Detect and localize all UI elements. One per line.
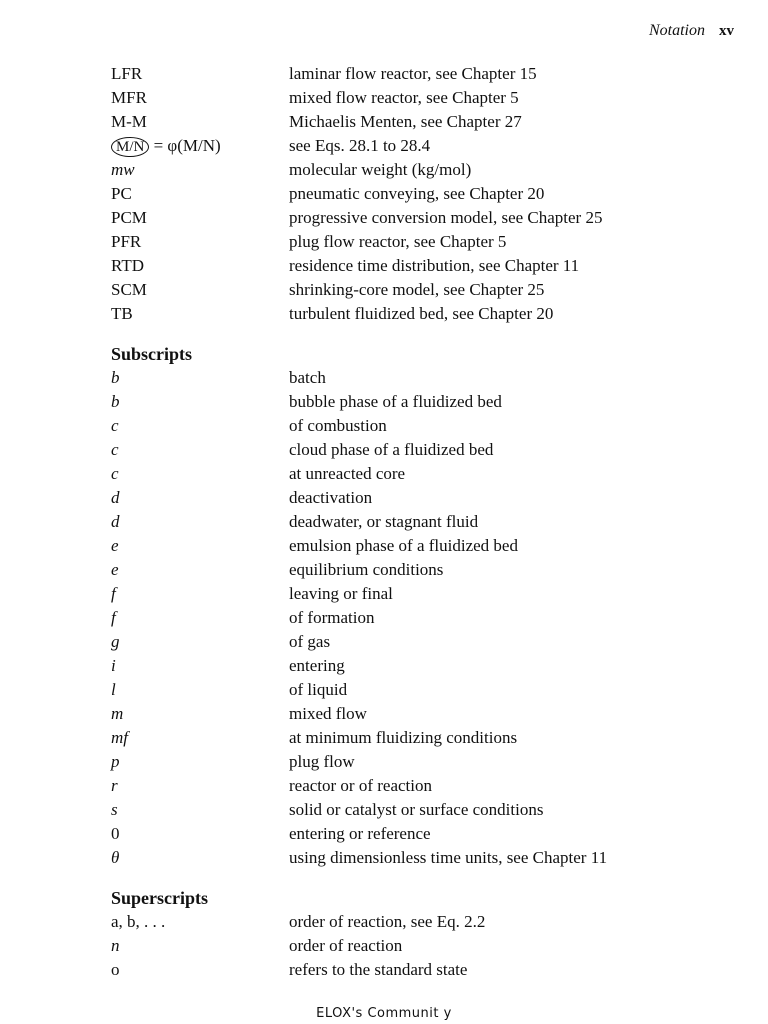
notation-description: leaving or final <box>289 584 393 603</box>
notation-row <box>111 934 711 958</box>
notation-symbol: mf <box>111 728 128 747</box>
notation-row <box>111 558 711 582</box>
notation-symbol: a, b, . . . <box>111 912 166 931</box>
notation-description: order of reaction, see Eq. 2.2 <box>289 912 486 931</box>
notation-symbol: mw <box>111 160 135 179</box>
notation-symbol: RTD <box>111 256 144 275</box>
notation-description: cloud phase of a fluidized bed <box>289 440 494 459</box>
superscripts-list <box>111 910 711 982</box>
notation-description: mixed flow reactor, see Chapter 5 <box>289 88 519 107</box>
notation-symbol: p <box>111 752 120 771</box>
notation-row <box>111 158 711 182</box>
notation-description: equilibrium conditions <box>289 560 444 579</box>
notation-symbol: SCM <box>111 280 147 299</box>
notation-symbol: PCM <box>111 208 147 227</box>
notation-symbol: b <box>111 392 120 411</box>
notation-symbol: θ <box>111 848 120 867</box>
notation-symbol: o <box>111 960 120 979</box>
notation-row <box>111 534 711 558</box>
notation-description: progressive conversion model, see Chapter 25 <box>289 208 603 227</box>
notation-row <box>111 206 711 230</box>
subscripts-list <box>111 366 711 870</box>
notation-symbol: e <box>111 536 119 555</box>
abbreviation-list <box>111 62 711 326</box>
notation-symbol: s <box>111 800 118 819</box>
notation-row <box>111 726 711 750</box>
notation-description: order of reaction <box>289 936 403 955</box>
notation-row <box>111 822 711 846</box>
notation-description: plug flow <box>289 752 355 771</box>
notation-description: batch <box>289 368 326 387</box>
notation-description: laminar flow reactor, see Chapter 15 <box>289 64 537 83</box>
notation-row <box>111 958 711 982</box>
notation-row <box>111 438 711 462</box>
notation-symbol: b <box>111 368 120 387</box>
notation-description: residence time distribution, see Chapter 11 <box>289 256 580 275</box>
notation-row <box>111 510 711 534</box>
notation-symbol <box>111 134 221 158</box>
notation-row <box>111 910 711 934</box>
notation-description: of liquid <box>289 680 348 699</box>
notation-description: molecular weight (kg/mol) <box>289 160 472 179</box>
notation-description: using dimensionless time units, see Chapter 11 <box>289 848 608 867</box>
notation-symbol: PC <box>111 184 132 203</box>
notation-description: reactor or of reaction <box>289 776 432 795</box>
notation-symbol: f <box>111 584 116 603</box>
notation-row <box>111 62 711 86</box>
notation-description: shrinking-core model, see Chapter 25 <box>289 280 545 299</box>
notation-description: deactivation <box>289 488 373 507</box>
notation-row <box>111 134 711 158</box>
notation-row <box>111 846 711 870</box>
notation-description: entering or reference <box>289 824 431 843</box>
notation-list <box>111 62 711 982</box>
notation-row <box>111 486 711 510</box>
superscripts-heading: Superscripts <box>111 888 209 908</box>
notation-description: of formation <box>289 608 375 627</box>
notation-row <box>111 366 711 390</box>
notation-symbol: M-M <box>111 112 147 131</box>
notation-row <box>111 86 711 110</box>
notation-symbol: LFR <box>111 64 143 83</box>
notation-row <box>111 390 711 414</box>
notation-row <box>111 606 711 630</box>
notation-row <box>111 630 711 654</box>
notation-symbol: m <box>111 704 124 723</box>
notation-symbol: c <box>111 440 119 459</box>
notation-row <box>111 182 711 206</box>
notation-row <box>111 774 711 798</box>
notation-symbol: l <box>111 680 116 699</box>
notation-row <box>111 110 711 134</box>
running-head <box>649 22 734 40</box>
notation-symbol: e <box>111 560 119 579</box>
footer-watermark: ELOX's Communit y <box>316 1006 452 1021</box>
notation-description: of combustion <box>289 416 387 435</box>
subscripts-heading: Subscripts <box>111 344 193 364</box>
notation-symbol: TB <box>111 304 133 323</box>
notation-symbol: d <box>111 512 120 531</box>
notation-row <box>111 654 711 678</box>
notation-symbol: PFR <box>111 232 142 251</box>
notation-symbol: c <box>111 464 119 483</box>
notation-symbol: MFR <box>111 88 147 107</box>
notation-description: emulsion phase of a fluidized bed <box>289 536 518 555</box>
notation-description: at minimum fluidizing conditions <box>289 728 518 747</box>
notation-row <box>111 278 711 302</box>
notation-description: bubble phase of a fluidized bed <box>289 392 502 411</box>
notation-row <box>111 254 711 278</box>
notation-row <box>111 414 711 438</box>
notation-description: deadwater, or stagnant fluid <box>289 512 479 531</box>
notation-row <box>111 702 711 726</box>
notation-description: plug flow reactor, see Chapter 5 <box>289 232 507 251</box>
notation-description: entering <box>289 656 345 675</box>
notation-symbol: 0 <box>111 824 120 843</box>
notation-row <box>111 230 711 254</box>
notation-description: see Eqs. 28.1 to 28.4 <box>289 136 431 155</box>
circled-symbol: M/N <box>111 137 149 157</box>
notation-symbol: i <box>111 656 116 675</box>
notation-description: pneumatic conveying, see Chapter 20 <box>289 184 545 203</box>
notation-symbol: r <box>111 776 118 795</box>
notation-description: Michaelis Menten, see Chapter 27 <box>289 112 522 131</box>
notation-row <box>111 582 711 606</box>
notation-description: mixed flow <box>289 704 367 723</box>
notation-description: solid or catalyst or surface conditions <box>289 800 544 819</box>
notation-description: turbulent fluidized bed, see Chapter 20 <box>289 304 554 323</box>
running-head-title: Notation <box>648 22 705 39</box>
notation-row <box>111 462 711 486</box>
notation-symbol: c <box>111 416 119 435</box>
notation-row <box>111 798 711 822</box>
symbol-definition: = φ(M/N) <box>149 136 221 155</box>
notation-description: of gas <box>289 632 331 651</box>
notation-symbol: f <box>111 608 116 627</box>
notation-row <box>111 302 711 326</box>
notation-symbol: g <box>111 632 120 651</box>
notation-row <box>111 678 711 702</box>
notation-row <box>111 750 711 774</box>
page-number: xv <box>719 23 734 39</box>
notation-symbol: d <box>111 488 120 507</box>
notation-description: refers to the standard state <box>289 960 468 979</box>
notation-symbol: n <box>111 936 120 955</box>
notation-description: at unreacted core <box>289 464 406 483</box>
